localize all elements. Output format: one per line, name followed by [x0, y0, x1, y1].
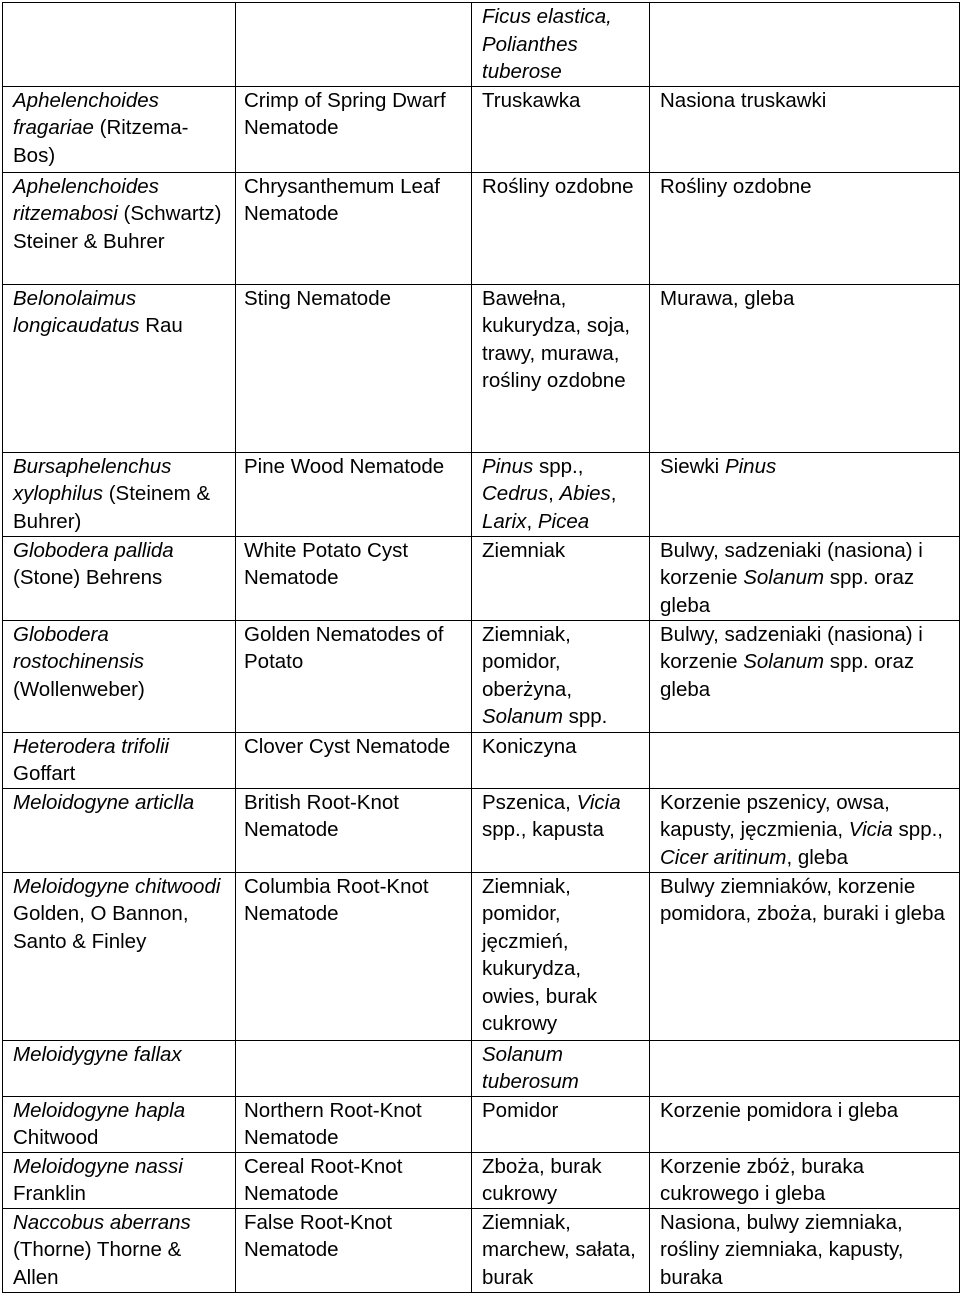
common-name-cell: Northern Root-Knot Nematode	[236, 1096, 472, 1152]
species-cell: Naccobus aberrans (Thorne) Thorne & Allen	[3, 1208, 236, 1292]
material-cell: Korzenie zbóż, buraka cukrowego i gleba	[650, 1152, 960, 1208]
common-name-cell: Chrysanthemum Leaf Nematode	[236, 172, 472, 284]
material-cell: Nasiona truskawki	[650, 86, 960, 172]
hosts-cell: Koniczyna	[472, 732, 650, 788]
table-row	[3, 86, 960, 172]
table-row	[3, 536, 960, 620]
hosts-cell: Truskawka	[472, 86, 650, 172]
common-name-cell	[236, 3, 472, 87]
material-cell: Bulwy, sadzeniaki (nasiona) i korzenie Solanum spp. oraz gleba	[650, 620, 960, 732]
table-row	[3, 1152, 960, 1208]
table-row	[3, 284, 960, 452]
species-cell: Meloidogyne hapla Chitwood	[3, 1096, 236, 1152]
material-cell: Murawa, gleba	[650, 284, 960, 452]
hosts-cell: Ziemniak, pomidor, oberżyna, Solanum spp.	[472, 620, 650, 732]
nematode-table	[2, 2, 960, 1293]
material-cell	[650, 3, 960, 87]
species-cell	[3, 3, 236, 87]
table-row	[3, 788, 960, 872]
material-cell	[650, 1040, 960, 1096]
species-cell: Meloidogyne chitwoodi Golden, O Bannon, Santo & Finley	[3, 872, 236, 1040]
hosts-cell: Pinus spp., Cedrus, Abies, Larix, Picea	[472, 452, 650, 536]
hosts-cell: Rośliny ozdobne	[472, 172, 650, 284]
hosts-cell: Pomidor	[472, 1096, 650, 1152]
table-row	[3, 452, 960, 536]
species-cell: Meloidygyne fallax	[3, 1040, 236, 1096]
species-cell: Belonolaimus longicaudatus Rau	[3, 284, 236, 452]
species-cell: Aphelenchoides fragariae (Ritzema-Bos)	[3, 86, 236, 172]
common-name-cell: Columbia Root-Knot Nematode	[236, 872, 472, 1040]
hosts-cell: Ziemniak, pomidor, jęczmień, kukurydza, owies, burak cukrowy	[472, 872, 650, 1040]
table-row	[3, 172, 960, 284]
hosts-cell: Pszenica, Vicia spp., kapusta	[472, 788, 650, 872]
material-cell: Bulwy ziemniaków, korzenie pomidora, zboża, buraki i gleba	[650, 872, 960, 1040]
material-cell: Rośliny ozdobne	[650, 172, 960, 284]
table-row	[3, 620, 960, 732]
common-name-cell: False Root-Knot Nematode	[236, 1208, 472, 1292]
species-cell: Bursaphelenchus xylophilus (Steinem & Buhrer)	[3, 452, 236, 536]
species-cell: Globodera pallida (Stone) Behrens	[3, 536, 236, 620]
material-cell: Korzenie pszenicy, owsa, kapusty, jęczmienia, Vicia spp., Cicer aritinum, gleba	[650, 788, 960, 872]
hosts-cell: Ziemniak, marchew, sałata, burak	[472, 1208, 650, 1292]
species-cell: Globodera rostochinensis (Wollenweber)	[3, 620, 236, 732]
species-cell: Meloidogyne articlla	[3, 788, 236, 872]
common-name-cell: White Potato Cyst Nematode	[236, 536, 472, 620]
common-name-cell	[236, 1040, 472, 1096]
material-cell	[650, 732, 960, 788]
table-row	[3, 1040, 960, 1096]
common-name-cell: Crimp of Spring Dwarf Nematode	[236, 86, 472, 172]
common-name-cell: Golden Nematodes of Potato	[236, 620, 472, 732]
species-cell: Meloidogyne nassi Franklin	[3, 1152, 236, 1208]
common-name-cell: Sting Nematode	[236, 284, 472, 452]
table-row	[3, 3, 960, 87]
hosts-cell: Ziemniak	[472, 536, 650, 620]
material-cell: Bulwy, sadzeniaki (nasiona) i korzenie Solanum spp. oraz gleba	[650, 536, 960, 620]
common-name-cell: Clover Cyst Nematode	[236, 732, 472, 788]
table-row	[3, 872, 960, 1040]
material-cell: Siewki Pinus	[650, 452, 960, 536]
common-name-cell: Pine Wood Nematode	[236, 452, 472, 536]
material-cell: Korzenie pomidora i gleba	[650, 1096, 960, 1152]
common-name-cell: Cereal Root-Knot Nematode	[236, 1152, 472, 1208]
common-name-cell: British Root-Knot Nematode	[236, 788, 472, 872]
table-row	[3, 732, 960, 788]
table-row	[3, 1096, 960, 1152]
material-cell: Nasiona, bulwy ziemniaka, rośliny ziemniaka, kapusty, buraka	[650, 1208, 960, 1292]
table-row	[3, 1208, 960, 1292]
species-cell: Heterodera trifolii Goffart	[3, 732, 236, 788]
hosts-cell: Solanum tuberosum	[472, 1040, 650, 1096]
hosts-cell: Bawełna, kukurydza, soja, trawy, murawa, rośliny ozdobne	[472, 284, 650, 452]
hosts-cell: Ficus elastica, Polianthes tuberose	[472, 3, 650, 87]
species-cell: Aphelenchoides ritzemabosi (Schwartz) Steiner & Buhrer	[3, 172, 236, 284]
hosts-cell: Zboża, burak cukrowy	[472, 1152, 650, 1208]
